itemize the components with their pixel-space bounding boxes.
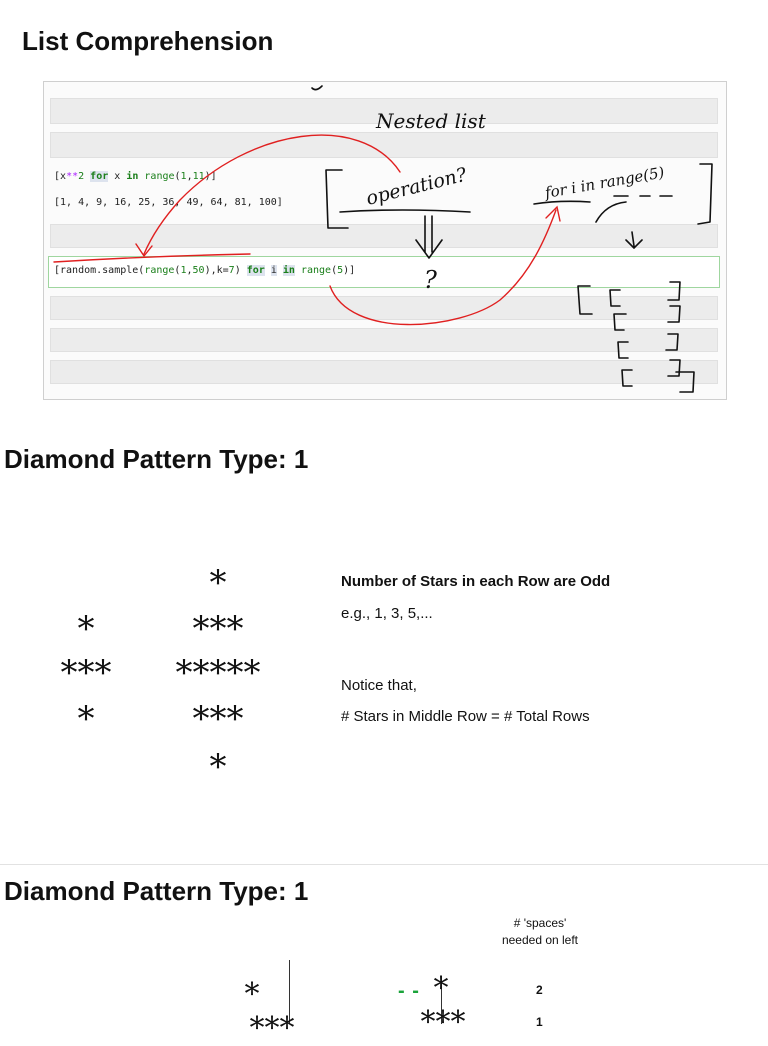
empty-cell bbox=[50, 328, 718, 352]
slide-divider bbox=[0, 864, 768, 865]
star-row: *** bbox=[420, 1005, 466, 1040]
spaces-label: # 'spaces' bbox=[513, 916, 567, 930]
slide1-title: List Comprehension bbox=[22, 26, 274, 56]
star-row: *** bbox=[192, 699, 244, 739]
space-dashes: - - bbox=[398, 980, 420, 1002]
star-row: *** bbox=[60, 653, 112, 693]
note-notice: Notice that, bbox=[341, 677, 417, 694]
star-row: *** bbox=[249, 1011, 295, 1046]
star-row: ***** bbox=[175, 653, 261, 693]
star-row: * bbox=[77, 609, 95, 649]
star-row: * bbox=[77, 699, 95, 739]
handwriting-for-range: for i in range(5) bbox=[543, 163, 666, 202]
star-row: * bbox=[209, 563, 227, 603]
slide3-title: Diamond Pattern Type: 1 bbox=[4, 876, 309, 906]
handwriting-nested-list: Nested list bbox=[376, 109, 486, 133]
star-row: * bbox=[209, 747, 227, 787]
empty-cell bbox=[50, 296, 718, 320]
space-count: 1 bbox=[536, 1015, 543, 1029]
empty-cell bbox=[50, 132, 718, 158]
empty-cell bbox=[50, 224, 718, 248]
handwriting-operation: operation? bbox=[363, 163, 469, 210]
empty-cell bbox=[50, 360, 718, 384]
star-row: * bbox=[244, 977, 260, 1012]
star-row: * bbox=[433, 971, 449, 1006]
note-rule: # Stars in Middle Row = # Total Rows bbox=[341, 708, 590, 725]
handwriting-question: ? bbox=[424, 266, 437, 294]
code-cell-random-sample: [random.sample(range(1,50),k=7) for i in range(5)] bbox=[54, 265, 356, 276]
notebook-screenshot bbox=[43, 81, 727, 400]
space-count: 2 bbox=[536, 983, 543, 997]
note-example: e.g., 1, 3, 5,... bbox=[341, 605, 433, 622]
code-output-squares: [1, 4, 9, 16, 25, 36, 49, 64, 81, 100] bbox=[54, 197, 283, 208]
slide2-title: Diamond Pattern Type: 1 bbox=[4, 444, 309, 474]
code-cell-squares: [x**2 for x in range(1,11)] bbox=[54, 171, 217, 182]
note-odd-stars: Number of Stars in each Row are Odd bbox=[341, 573, 611, 590]
spaces-label-line2: needed on left bbox=[501, 933, 579, 947]
empty-cell bbox=[50, 98, 718, 124]
star-row: *** bbox=[192, 609, 244, 649]
